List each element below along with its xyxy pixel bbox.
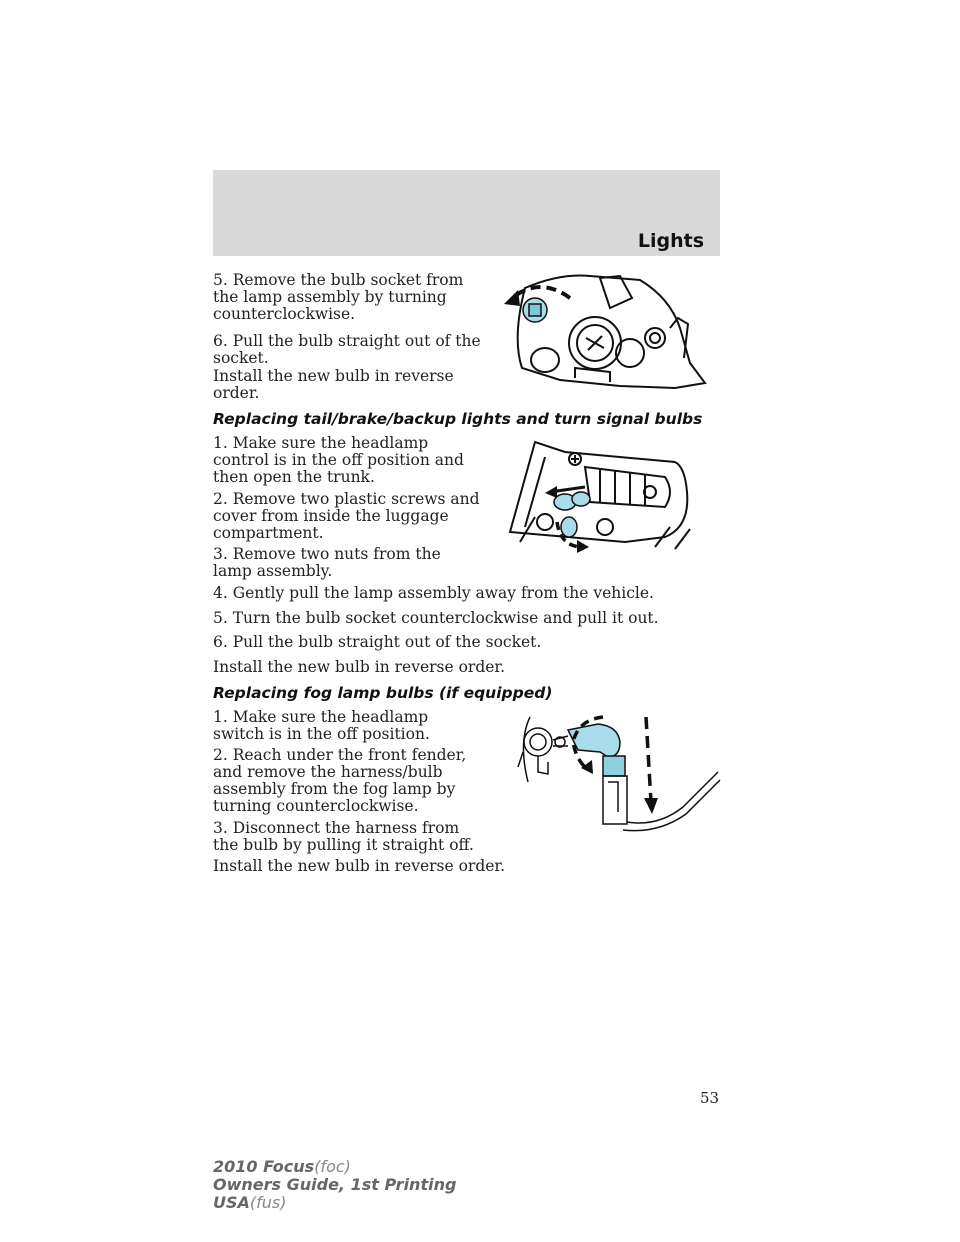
section-header-bar (213, 170, 720, 256)
footer-guide: Owners Guide, 1st Printing (213, 1175, 457, 1194)
headlamp-step-5: 5. Remove the bulb socket from the lamp assembly by turning counterclockwise. (213, 271, 464, 323)
fog-lamp-step-1: 1. Make sure the headlamp switch is in the off position. (213, 708, 430, 743)
fog-lamp-section-heading: Replacing fog lamp bulbs (if equipped) (213, 684, 553, 702)
footer-market-code: (fus) (249, 1193, 287, 1212)
headlamp-bulb-removal-illustration (500, 268, 715, 393)
page-number: 53 (700, 1089, 720, 1107)
tail-lamp-step-1: 1. Make sure the headlamp control is in the off position and then open the trunk. (213, 434, 464, 486)
tail-lamp-install-note: Install the new bulb in reverse order. (213, 658, 506, 676)
tail-lamp-step-3: 3. Remove two nuts from the lamp assembly. (213, 545, 441, 580)
tail-lamp-step-2: 2. Remove two plastic screws and cover from inside the luggage compartment. (213, 490, 480, 542)
fog-lamp-step-2: 2. Reach under the front fender, and remove the harness/bulb assembly from the fog lamp by turning counterclockwise. (213, 746, 467, 815)
fog-lamp-bulb-removal-illustration (508, 712, 723, 847)
fog-lamp-install-note: Install the new bulb in reverse order. (213, 857, 506, 875)
tail-lamp-step-6: 6. Pull the bulb straight out of the socket. (213, 633, 542, 651)
footer-model-code: (foc) (314, 1157, 351, 1176)
tail-lamp-bulb-removal-illustration (505, 437, 695, 555)
footer-market: USA (213, 1193, 250, 1212)
footer-model-line (213, 1158, 456, 1176)
tail-lamp-step-4: 4. Gently pull the lamp assembly away from the vehicle. (213, 584, 654, 602)
fog-lamp-step-3: 3. Disconnect the harness from the bulb by pulling it straight off. (213, 819, 474, 854)
tail-lamp-step-5: 5. Turn the bulb socket counterclockwise and pull it out. (213, 609, 659, 627)
footer-model: 2010 Focus (213, 1157, 315, 1176)
document-footer (213, 1158, 456, 1212)
section-title: Lights (637, 230, 704, 252)
headlamp-install-note: Install the new bulb in reverse order. (213, 367, 454, 402)
tail-lamp-section-heading: Replacing tail/brake/backup lights and turn signal bulbs (213, 410, 703, 428)
footer-market-line (213, 1194, 456, 1212)
headlamp-step-6: 6. Pull the bulb straight out of the socket. (213, 332, 481, 367)
